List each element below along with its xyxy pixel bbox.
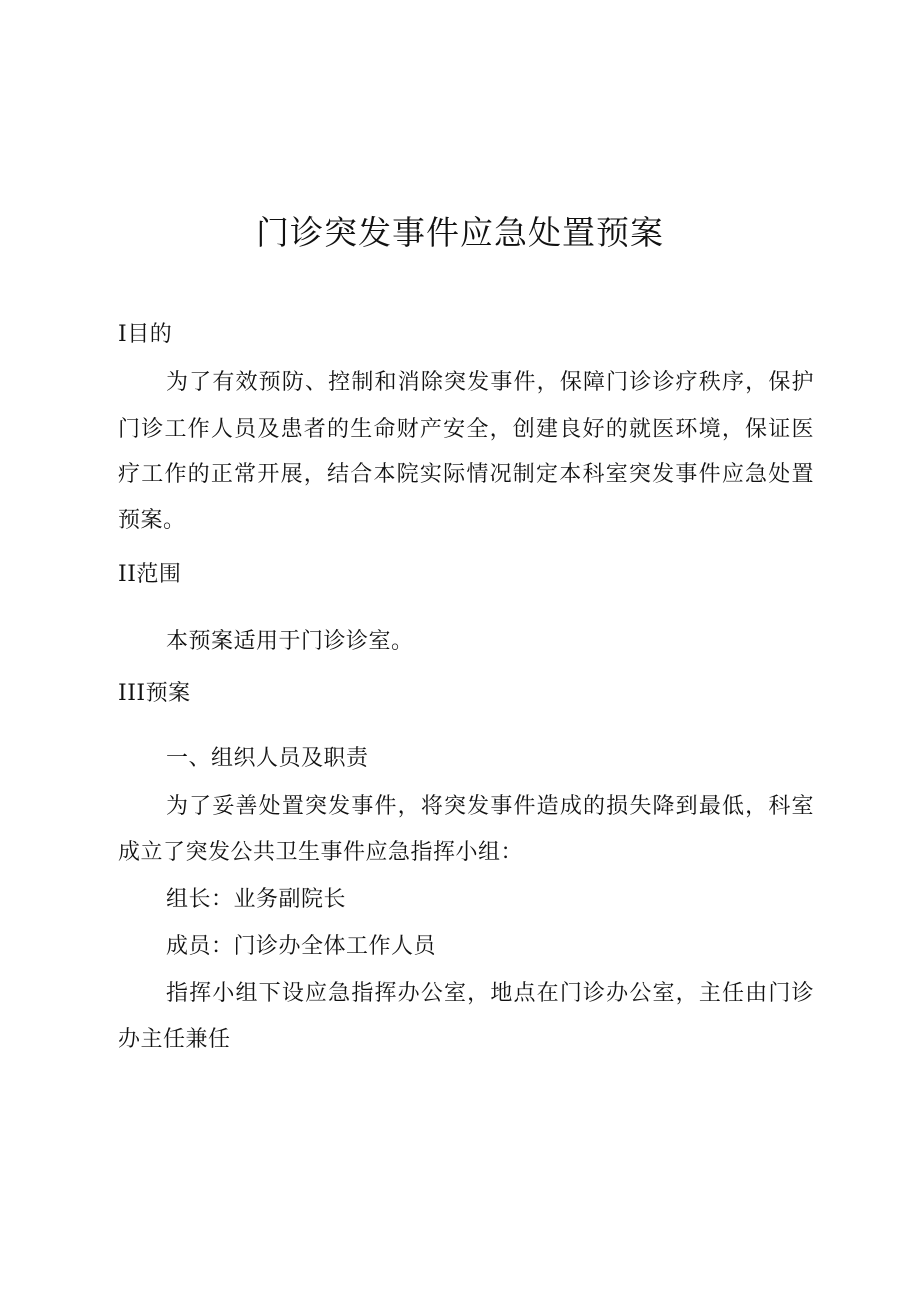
members-line: 成员：门诊办全体工作人员	[166, 934, 437, 959]
purpose-paragraph-line: 门诊工作人员及患者的生命财产安全，创建良好的就医环境，保证医	[118, 417, 814, 442]
leader-line: 组长：业务副院长	[166, 887, 347, 912]
purpose-paragraph-line: 疗工作的正常开展，结合本院实际情况制定本科室突发事件应急处置	[118, 462, 814, 487]
purpose-paragraph-line: 为了有效预防、控制和消除突发事件，保障门诊诊疗秩序，保护	[166, 370, 814, 395]
section-heading-plan: III预案	[118, 681, 191, 706]
plan-paragraph-line: 指挥小组下设应急指挥办公室，地点在门诊办公室，主任由门诊	[166, 981, 814, 1006]
purpose-paragraph-line: 预案。	[118, 508, 186, 533]
plan-paragraph-line: 为了妥善处置突发事件，将突发事件造成的损失降到最低，科室	[166, 794, 814, 819]
scope-paragraph: 本预案适用于门诊诊室。	[166, 629, 414, 654]
plan-paragraph-line: 成立了突发公共卫生事件应急指挥小组：	[118, 840, 524, 865]
section-heading-scope: II范围	[118, 562, 182, 587]
section-heading-purpose: I目的	[118, 322, 173, 347]
plan-subheading: 一、组织人员及职责	[166, 746, 369, 771]
plan-paragraph-line: 办主任兼任	[118, 1027, 231, 1052]
document-title: 门诊突发事件应急处置预案	[256, 213, 664, 252]
